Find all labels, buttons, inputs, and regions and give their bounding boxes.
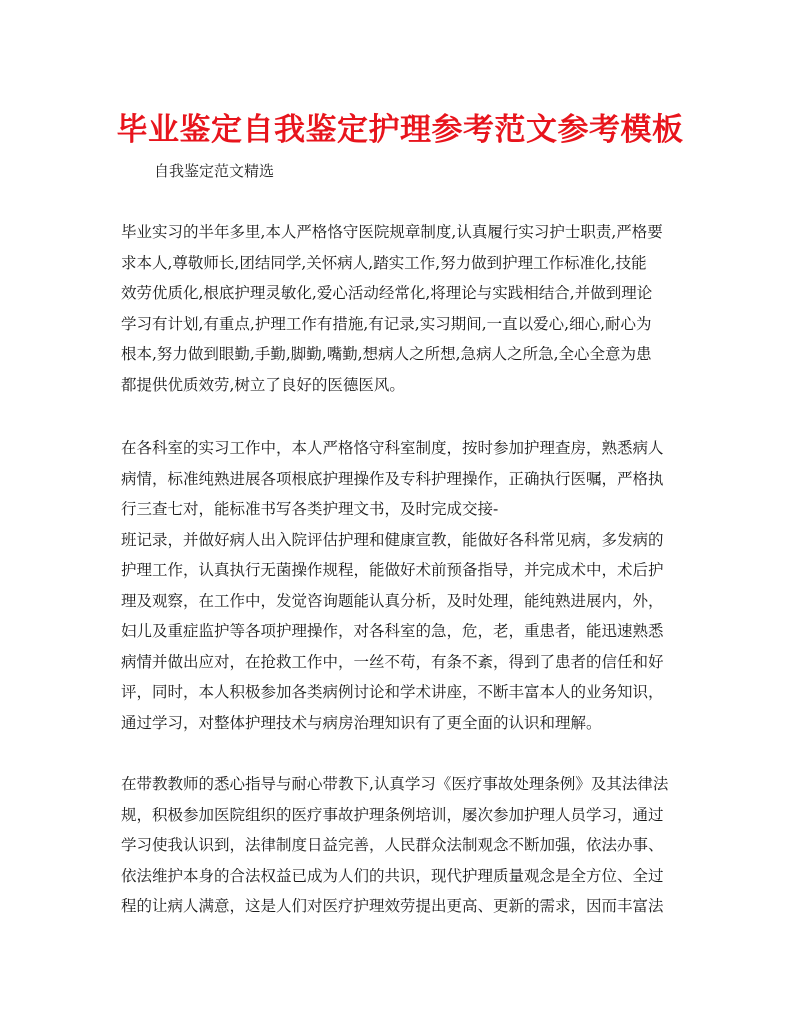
paragraph-3 bbox=[121, 769, 681, 922]
paragraph-line: 学习有计划,有重点,护理工作有措施,有记录,实习期间,一直以爱心,细心,耐心为 bbox=[121, 314, 652, 333]
paragraph-line: 行三查七对，能标准书写各类护理文书，及时完成交接- bbox=[121, 500, 499, 518]
paragraph-line: 通过学习，对整体护理技术与病房治理知识有了更全面的认识和理解。 bbox=[121, 713, 602, 732]
paragraph-2 bbox=[121, 433, 681, 738]
paragraph-line: 效劳优质化,根底护理灵敏化,爱心活动经常化,将理论与实践相结合,并做到理论 bbox=[121, 284, 653, 302]
paragraph-line: 根本,努力做到眼勤,手勤,脚勤,嘴勤,想病人之所想,急病人之所急,全心全意为患 bbox=[121, 345, 652, 363]
paragraph-line: 依法维护本身的合法权益已成为人们的共识，现代护理质量观念是全方位、全过 bbox=[121, 866, 664, 885]
paragraph-line: 评，同时，本人积极参加各类病例讨论和学术讲座，不断丰富本人的业务知识， bbox=[121, 683, 664, 701]
paragraph-line: 病情并做出应对，在抢救工作中，一丝不苟，有条不紊，得到了患者的信任和好 bbox=[121, 652, 664, 671]
document-title: 毕业鉴定自我鉴定护理参考范文参考模板 bbox=[116, 112, 684, 148]
paragraph-line: 都提供优质效劳,树立了良好的医德医风。 bbox=[121, 375, 405, 394]
paragraph-line: 学习使我认识到，法律制度日益完善，人民群众法制观念不断加强，依法办事、 bbox=[121, 836, 664, 854]
paragraph-line: 求本人,尊敬师长,团结同学,关怀病人,踏实工作,努力做到护理工作标准化,技能 bbox=[121, 253, 647, 272]
paragraph-1 bbox=[121, 217, 681, 400]
paragraph-line: 在各科室的实习工作中，本人严格恪守科室制度，按时参加护理查房，熟悉病人 bbox=[121, 439, 664, 457]
paragraph-line: 病情，标准纯熟进展各项根底护理操作及专科护理操作，正确执行医嘱，严格执 bbox=[121, 469, 664, 488]
paragraph-line: 程的让病人满意，这是人们对医疗护理效劳提出更高、更新的需求，因而丰富法 bbox=[121, 897, 664, 915]
paragraph-line: 规，积极参加医院组织的医疗事故护理条例培训，屡次参加护理人员学习，通过 bbox=[121, 805, 664, 824]
paragraph-line: 毕业实习的半年多里,本人严格恪守医院规章制度,认真履行实习护士职责,严格要 bbox=[121, 223, 663, 241]
paragraph-line: 在带教教师的悉心指导与耐心带教下,认真学习《医疗事故处理条例》及其法律法 bbox=[121, 775, 669, 793]
paragraph-line: 妇儿及重症监护等各项护理操作，对各科室的急，危，老，重患者，能迅速熟悉 bbox=[121, 622, 664, 640]
document-subtitle: 自我鉴定范文精选 bbox=[154, 162, 275, 180]
paragraph-line: 班记录，并做好病人出入院评估护理和健康宣教，能做好各科常见病，多发病的 bbox=[121, 530, 664, 549]
paragraph-line: 理及观察，在工作中，发觉咨询题能认真分析，及时处理，能纯熟进展内，外， bbox=[121, 591, 664, 610]
paragraph-line: 护理工作，认真执行无菌操作规程，能做好术前预备指导，并完成术中，术后护 bbox=[121, 561, 664, 579]
